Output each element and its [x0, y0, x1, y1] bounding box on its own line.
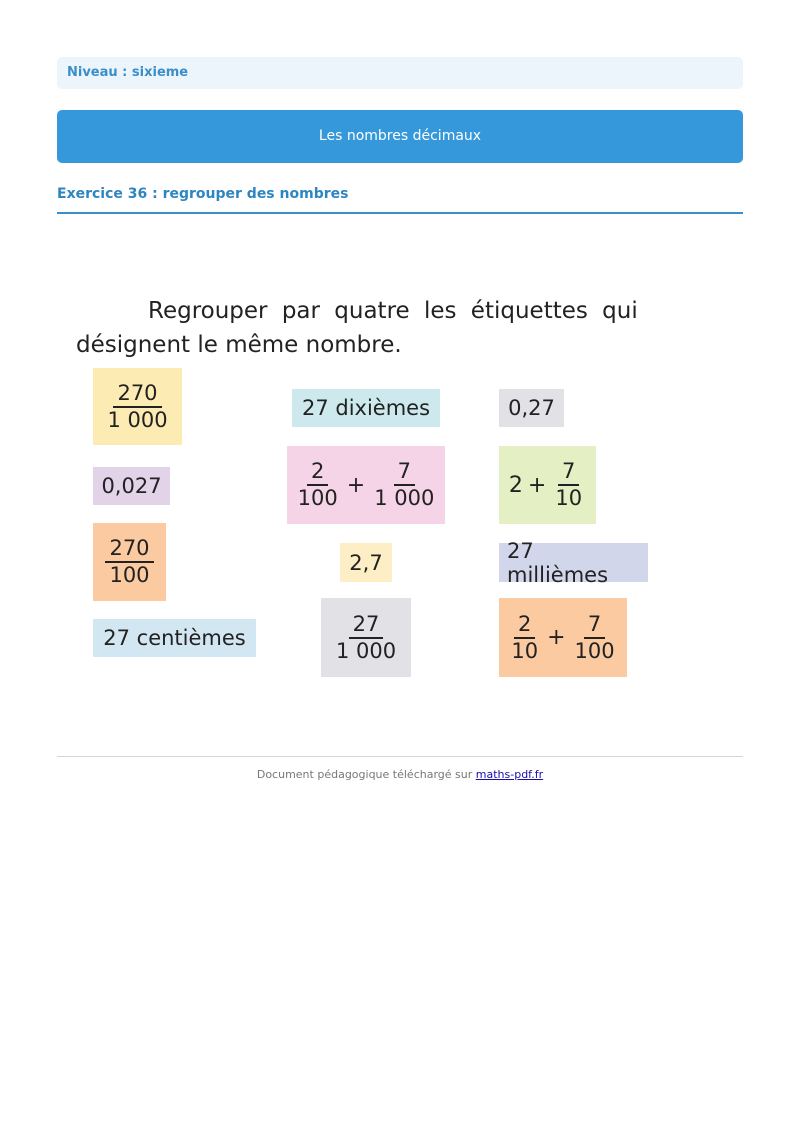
plus-sign: +: [547, 625, 566, 650]
card-270-over-100: [93, 523, 166, 601]
level-label: Niveau : sixieme: [57, 57, 743, 89]
card-270-over-1000: [93, 368, 182, 445]
fraction-b: [571, 612, 619, 664]
instruction-line-2: désignent le même nombre.: [76, 332, 402, 358]
numerator: 270: [105, 536, 153, 563]
fraction-b: [370, 459, 438, 511]
fraction: [105, 536, 153, 588]
card-0-27: 0,27: [499, 389, 564, 427]
fraction: [551, 459, 586, 511]
instruction-line-1: Regrouper par quatre les étiquettes qui: [148, 298, 638, 324]
card-27-over-1000: [321, 598, 411, 677]
denominator: 100: [574, 638, 615, 663]
denominator: 10: [511, 638, 539, 663]
denominator: 1 000: [107, 407, 168, 432]
fraction: [332, 612, 400, 664]
numerator: 270: [113, 381, 161, 408]
card-2-plus-7-over-10: [499, 446, 596, 524]
numerator: 2: [514, 612, 535, 639]
denominator: 100: [109, 563, 150, 587]
denominator: 1 000: [335, 638, 397, 663]
card-27-milliemes: 27 millièmes: [499, 543, 648, 582]
instruction: [76, 294, 676, 362]
fraction-a: [294, 459, 342, 511]
denominator: 10: [555, 486, 583, 510]
numerator: 27: [349, 612, 384, 639]
card-2-over-10-plus-7-over-100: [499, 598, 627, 677]
numerator: 7: [584, 612, 605, 639]
fraction: [103, 381, 171, 433]
denominator: 100: [297, 486, 338, 510]
numerator: 2: [307, 459, 328, 486]
card-0-027: 0,027: [93, 467, 170, 505]
chapter-banner: Les nombres décimaux: [57, 110, 743, 163]
plus-sign: +: [346, 472, 366, 498]
footer-text: Document pédagogique téléchargé sur: [256, 768, 473, 781]
numerator: 7: [394, 459, 415, 486]
exercise-title: Exercice 36 : regrouper des nombres: [57, 186, 743, 214]
denominator: 1 000: [374, 486, 435, 510]
card-27-dixiemes: 27 dixièmes: [292, 389, 440, 427]
fraction-a: [507, 612, 542, 664]
whole-number: 2: [508, 472, 523, 498]
card-2-over-100-plus-7-over-1000: [287, 446, 445, 524]
numerator: 7: [558, 459, 579, 486]
footer: [57, 768, 743, 781]
card-2-7: 2,7: [340, 543, 392, 582]
plus-sign: +: [527, 472, 547, 498]
footer-divider: [57, 756, 743, 757]
footer-link[interactable]: maths-pdf.fr: [475, 768, 544, 781]
card-27-centiemes: 27 centièmes: [93, 619, 256, 657]
